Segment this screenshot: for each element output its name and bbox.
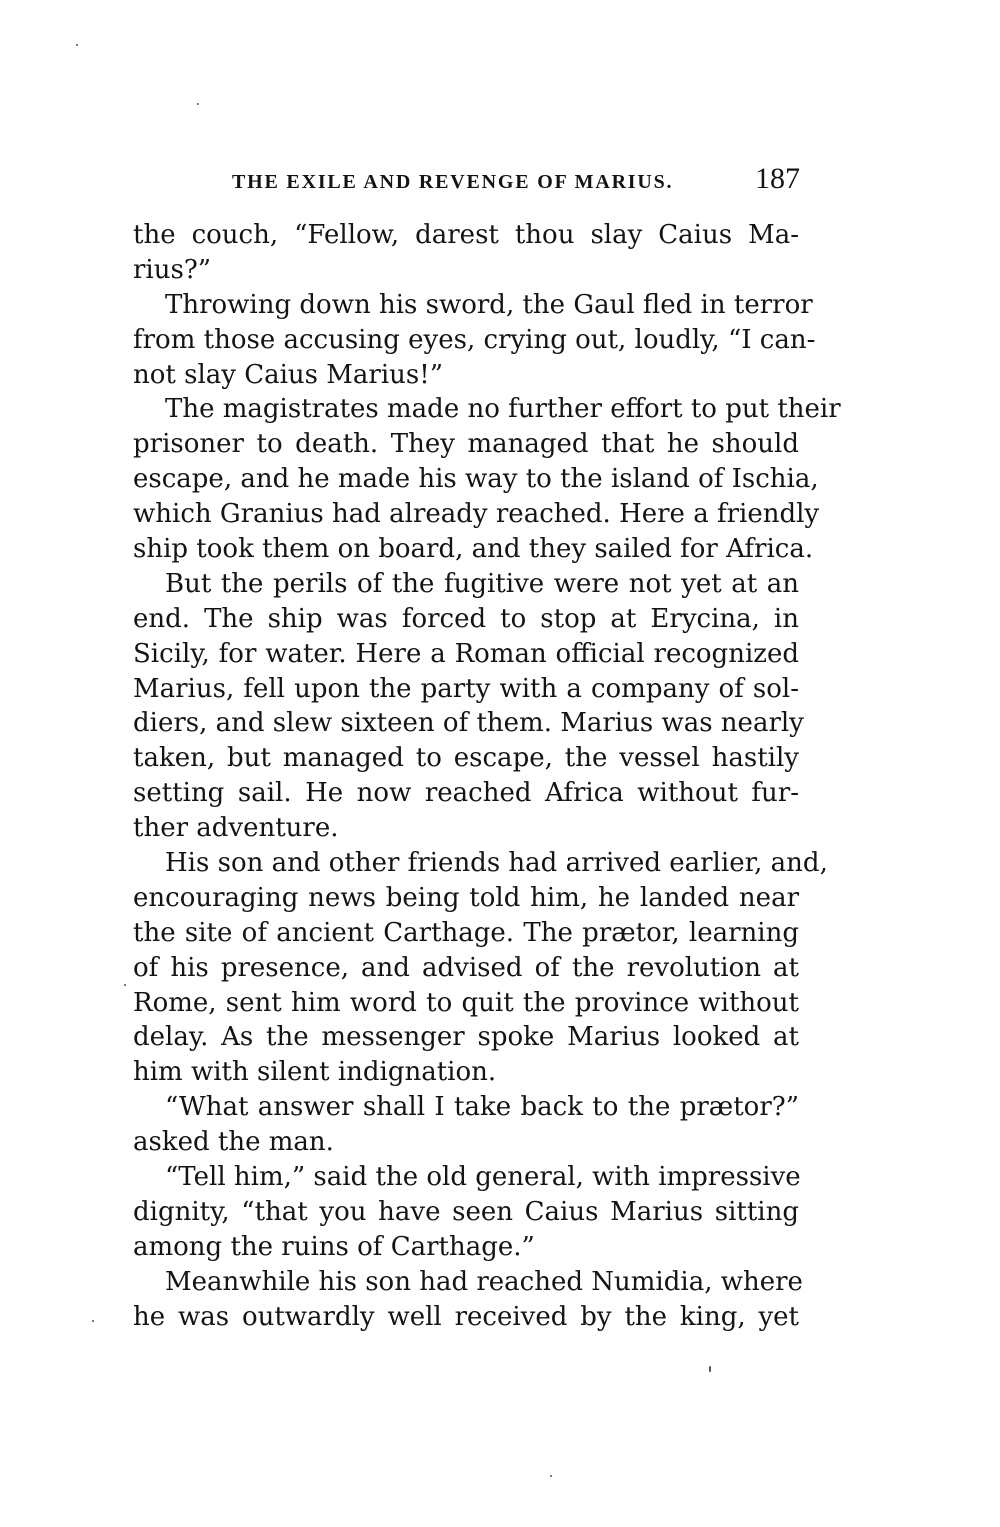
text-line-30: among the ruins of Carthage.” (133, 1231, 535, 1262)
text-line-32: he was outwardly well received by the king, yet (133, 1301, 799, 1332)
scan-speck (550, 1475, 552, 1477)
text-line-6: The magistrates made no further effort to put their (165, 394, 841, 425)
scan-speck (197, 103, 199, 105)
scan-speck (76, 44, 78, 46)
text-line-27: asked the man. (133, 1127, 334, 1158)
text-line-31: Meanwhile his son had reached Numidia, where (165, 1266, 803, 1297)
text-line-11: But the perils of the fugitive were not yet at an (165, 568, 799, 599)
text-line-23: Rome, sent him word to quit the province without (133, 987, 799, 1018)
text-line-19: His son and other friends had arrived earlier, and, (165, 848, 828, 879)
text-line-22: of his presence, and advised of the revolution at (133, 952, 799, 983)
text-line-20: encouraging news being told him, he landed near (133, 882, 799, 913)
text-line-25: him with silent indignation. (133, 1057, 497, 1088)
scan-speck (92, 1320, 94, 1322)
text-line-7: prisoner to death. They managed that he should (133, 429, 799, 460)
text-line-15: diers, and slew sixteen of them. Marius was nearly (133, 708, 804, 739)
scan-speck (124, 984, 126, 986)
text-line-8: escape, and he made his way to the island of Ischia, (133, 464, 819, 495)
text-line-14: Marius, fell upon the party with a company of sol- (133, 673, 799, 704)
text-line-29: dignity, “that you have seen Caius Marius sitting (133, 1196, 799, 1227)
text-line-28: “Tell him,” said the old general, with impressive (165, 1162, 801, 1193)
text-line-17: setting sail. He now reached Africa without fur- (133, 778, 799, 809)
scan-speck (709, 1366, 711, 1372)
text-line-12: end. The ship was forced to stop at Erycina, in (133, 603, 799, 634)
text-line-18: ther adventure. (133, 813, 339, 844)
text-line-3: Throwing down his sword, the Gaul fled in terror (165, 289, 813, 320)
body-text (133, 218, 841, 1335)
text-line-13: Sicily, for water. Here a Roman official recognized (133, 638, 799, 669)
page-number: 187 (755, 162, 800, 195)
text-line-24: delay. As the messenger spoke Marius looked at (133, 1022, 799, 1053)
text-line-10: ship took them on board, and they sailed for Africa. (133, 534, 814, 565)
text-line-1: the couch, “Fellow, darest thou slay Caius Ma- (133, 220, 799, 250)
text-line-5: not slay Caius Marius!” (133, 359, 443, 390)
text-line-26: “What answer shall I take back to the prætor?” (165, 1092, 799, 1123)
running-title: THE EXILE AND REVENGE OF MARIUS. (232, 171, 674, 193)
text-line-4: from those accusing eyes, crying out, loudly, “I can- (133, 324, 816, 355)
running-head (232, 162, 800, 202)
text-line-21: the site of ancient Carthage. The prætor, learning (133, 917, 799, 948)
text-line-16: taken, but managed to escape, the vessel hastily (133, 743, 799, 774)
text-line-9: which Granius had already reached. Here a friendly (133, 499, 820, 530)
text-line-2: rius?” (133, 254, 212, 285)
